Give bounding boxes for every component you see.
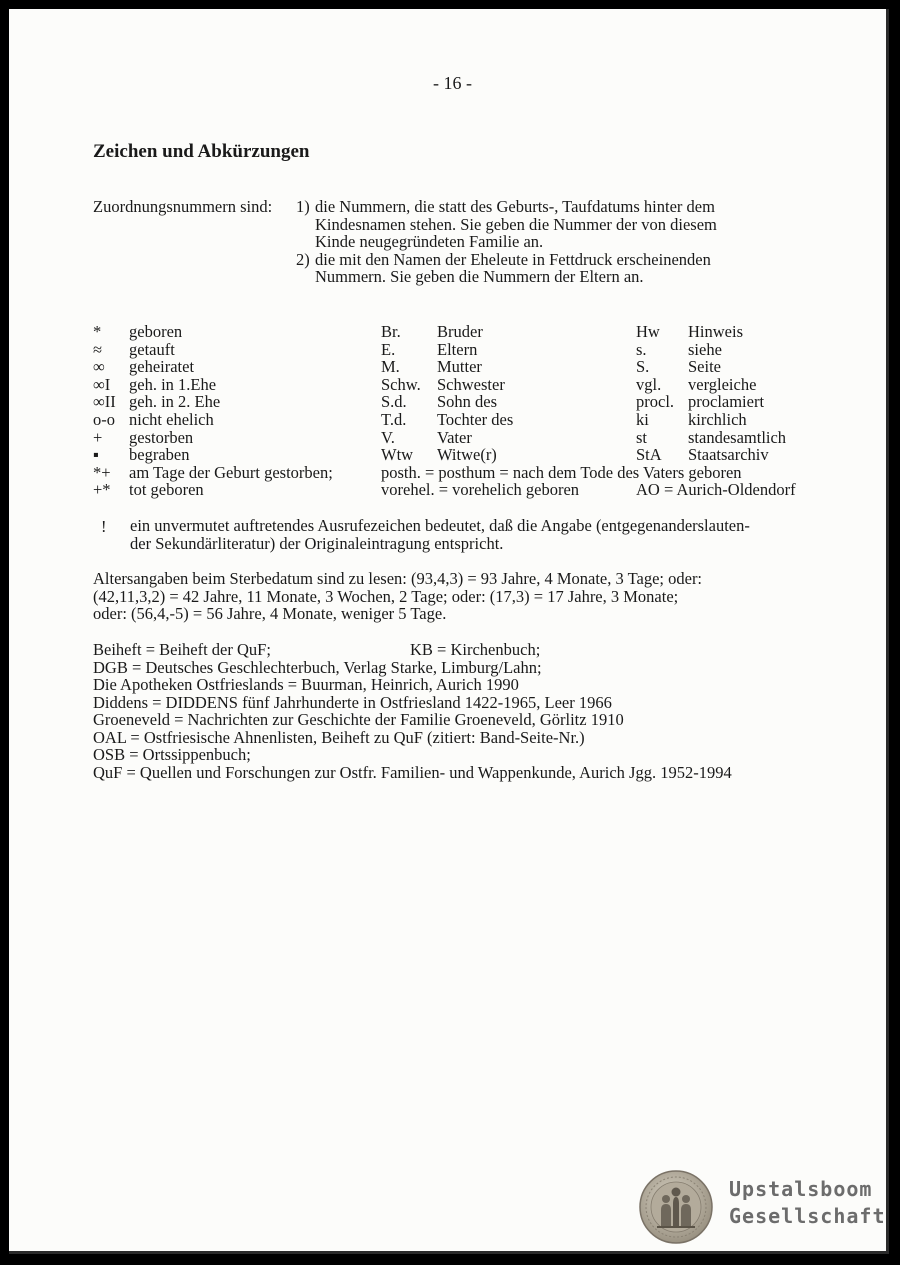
abbreviation-meaning: Sohn des (437, 392, 498, 412)
seal-icon (639, 1170, 713, 1244)
abbreviation-entry: KB = Kirchenbuch; (410, 640, 541, 659)
abbreviation: s. (636, 339, 647, 359)
abbreviation-entry: Diddens = DIDDENS fünf Jahrhunderte in Ostfriesland 1422-1965, Leer 1966 (93, 692, 612, 712)
symbol-row (93, 411, 833, 429)
abbreviation-meaning: Vater (437, 427, 472, 447)
symbol-meaning: geh. in 1.Ehe (129, 374, 217, 394)
abbreviation-entry: Die Apotheken Ostfrieslands = Buurman, Heinrich, Aurich 1990 (93, 675, 519, 694)
symbol: ≈ (93, 339, 103, 359)
abbreviation-meaning: Witwe(r) (437, 445, 497, 465)
symbol-row (93, 341, 833, 359)
symbol-meaning: nicht ehelich (129, 409, 214, 429)
logo-text (729, 1176, 886, 1230)
abbreviation-entry: QuF = Quellen und Forschungen zur Ostfr. Familien- und Wappenkunde, Aurich Jgg. 1952-1994 (93, 762, 732, 782)
zuordnung-item-text: die mit den Namen der Eheleute in Fettdruck erscheinenden Nummern. Sie geben die Nummern der Eltern an. (315, 249, 711, 286)
abbreviation-meaning: Hinweis (688, 322, 743, 341)
abbreviation-meaning: Mutter (437, 357, 482, 377)
abbreviation-meaning: kirchlich (688, 409, 747, 429)
logo-line-1: Upstalsboom (729, 1177, 873, 1201)
symbol-row (93, 464, 833, 482)
abbreviation: Wtw (381, 445, 414, 465)
document-page (9, 9, 889, 1254)
symbol-meaning: geboren (129, 322, 183, 341)
symbol-row (93, 323, 833, 341)
symbol: ∞II (93, 392, 116, 412)
zuordnung-item-number: 1) (296, 197, 310, 216)
abbreviation-definition: AO = Aurich-Oldendorf (636, 480, 796, 500)
upstalsboom-logo (635, 1170, 885, 1240)
symbol-row (93, 481, 833, 499)
symbol-meaning: tot geboren (129, 480, 204, 500)
abbreviation-meaning: Schwester (437, 374, 505, 394)
symbol-table (93, 323, 833, 499)
symbol: * (93, 322, 102, 341)
abbreviation-meaning: Tochter des (437, 409, 514, 429)
abbreviation-entry: OAL = Ostfriesische Ahnenlisten, Beiheft zu QuF (zitiert: Band-Seite-Nr.) (93, 727, 585, 747)
note-line: der Sekundärliteratur) der Originaleintragung entspricht. (130, 533, 504, 553)
abbreviation-meaning: standesamtlich (688, 427, 787, 447)
abbreviation-meaning: Seite (688, 357, 721, 377)
abbreviation-entry: DGB = Deutsches Geschlechterbuch, Verlag Starke, Limburg/Lahn; (93, 657, 542, 677)
abbreviation: E. (381, 339, 396, 359)
abbreviation-meaning: Eltern (437, 339, 478, 359)
symbol: *+ (93, 462, 111, 482)
symbol-row (93, 393, 833, 411)
abbreviation-entry: Beiheft = Beiheft der QuF; (93, 640, 271, 659)
symbol-meaning: gestorben (129, 427, 194, 447)
note-line: ein unvermutet auftretendes Ausrufezeichen bedeutet, daß die Angabe (entgegenanderslauten- (130, 516, 750, 535)
abbreviation: Schw. (381, 374, 421, 394)
symbol: ▪ (93, 445, 99, 465)
zuordnung-item-1 (296, 198, 717, 251)
symbol: ∞ (93, 357, 105, 377)
abbreviation-entry: Groeneveld = Nachrichten zur Geschichte der Familie Groeneveld, Görlitz 1910 (93, 710, 624, 729)
symbol-meaning: geheiratet (129, 357, 195, 377)
abbreviation-meaning: vergleiche (688, 374, 757, 394)
abbreviation-meaning: Staatsarchiv (688, 445, 769, 465)
zuordnung-item-text: die Nummern, die statt des Geburts-, Taufdatums hinter dem Kindesnamen stehen. Sie geben die Nummer der von diesem Kinde neugegründeten Familie an. (315, 197, 717, 251)
page-heading: Zeichen und Abkürzungen (93, 141, 310, 162)
zuordnung-label: Zuordnungsnummern sind: (93, 197, 273, 216)
symbol: +* (93, 480, 111, 500)
abbreviation-definition: posth. = posthum = nach dem Tode des Vaters geboren (381, 462, 742, 482)
paragraph-line: (42,11,3,2) = 42 Jahre, 11 Monate, 3 Wochen, 2 Tage; oder: (17,3) = 17 Jahre, 3 Monate; (93, 586, 679, 606)
abbreviation: S.d. (381, 392, 407, 412)
symbol-meaning: am Tage der Geburt gestorben; (129, 462, 333, 482)
abbreviation: S. (636, 357, 650, 377)
abbreviation: ki (636, 409, 649, 429)
exclamation-note (130, 517, 750, 552)
exclamation-symbol: ! (101, 517, 107, 536)
symbol-row (93, 446, 833, 464)
abbreviation: st (636, 427, 648, 447)
logo-line-2: Gesellschaft (729, 1204, 886, 1228)
symbol-row (93, 376, 833, 394)
abbreviation: Br. (381, 322, 401, 341)
symbol: o-o (93, 409, 115, 429)
abbreviation: M. (381, 357, 400, 377)
abbreviation: procl. (636, 392, 675, 412)
paragraph-line: Altersangaben beim Sterbedatum sind zu lesen: (93,4,3) = 93 Jahre, 4 Monate, 3 Tage; oder: (93, 569, 703, 588)
abbreviation: V. (381, 427, 395, 447)
abbreviation-meaning: Bruder (437, 322, 483, 341)
symbol-row (93, 429, 833, 447)
paragraph-line: oder: (56,4,-5) = 56 Jahre, 4 Monate, weniger 5 Tage. (93, 604, 447, 623)
zuordnung-list (296, 198, 717, 286)
abbreviation-meaning: proclamiert (688, 392, 765, 412)
abbreviation-list (93, 641, 732, 781)
symbol-meaning: geh. in 2. Ehe (129, 392, 221, 412)
zuordnung-item-number: 2) (296, 249, 310, 269)
abbreviation: Hw (636, 322, 660, 341)
altersangaben-paragraph (93, 570, 702, 623)
symbol-meaning: begraben (129, 445, 190, 465)
page-number: - 16 - (433, 73, 472, 93)
symbol: + (93, 427, 103, 447)
abbreviation-definition: vorehel. = vorehelich geboren (381, 480, 580, 500)
symbol: ∞I (93, 374, 111, 394)
abbreviation: vgl. (636, 374, 662, 394)
abbreviation: T.d. (381, 409, 407, 429)
abbreviation-meaning: siehe (688, 339, 722, 359)
abbreviation-row (93, 641, 732, 659)
symbol-meaning: getauft (129, 339, 175, 359)
symbol-row (93, 358, 833, 376)
abbreviation-entry: OSB = Ortssippenbuch; (93, 745, 251, 764)
abbreviation: StA (636, 445, 662, 465)
zuordnung-item-2 (296, 251, 717, 286)
